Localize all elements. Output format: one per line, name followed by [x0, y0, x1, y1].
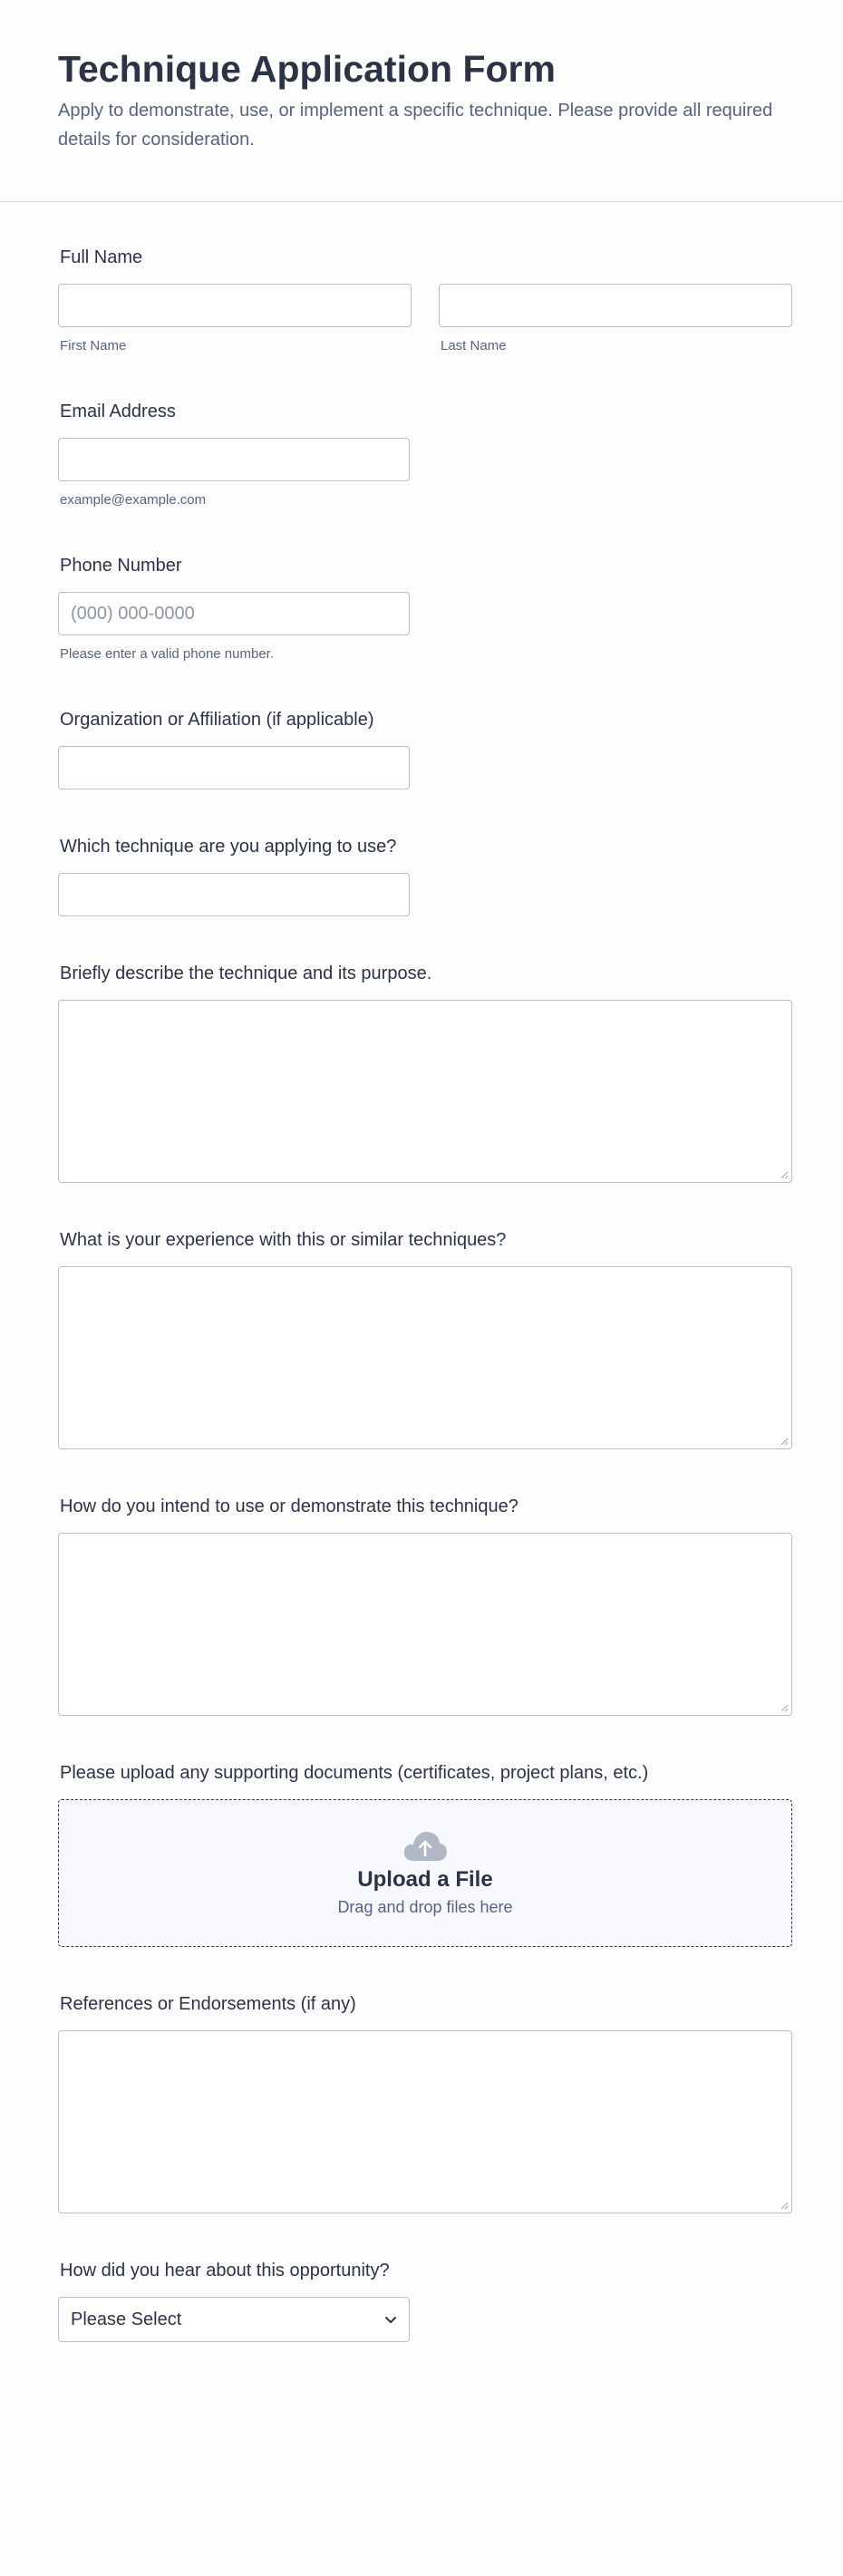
file-upload-dropzone[interactable]	[58, 1799, 792, 1947]
describe-question	[58, 962, 785, 1183]
resize-handle-icon[interactable]	[780, 1170, 789, 1179]
phone-sublabel: Please enter a valid phone number.	[60, 646, 274, 662]
full-name-question	[58, 246, 785, 354]
references-question	[58, 1992, 785, 2213]
hear-about-label: How did you hear about this opportunity?	[60, 2261, 390, 2281]
organization-label: Organization or Affiliation (if applicable)	[60, 710, 374, 730]
references-textarea[interactable]	[58, 2030, 792, 2213]
full-name-label: Full Name	[60, 247, 143, 267]
resize-handle-icon[interactable]	[780, 2201, 789, 2210]
technique-question	[58, 835, 785, 916]
organization-question	[58, 708, 785, 789]
first-name-sublabel: First Name	[60, 338, 127, 353]
resize-handle-icon[interactable]	[780, 1437, 789, 1446]
hear-about-select[interactable]	[58, 2297, 410, 2342]
experience-question	[58, 1228, 785, 1449]
chevron-down-icon	[383, 2312, 398, 2327]
upload-label: Please upload any supporting documents (certificates, project plans, etc.)	[60, 1763, 649, 1783]
intend-label: How do you intend to use or demonstrate this technique?	[60, 1496, 518, 1516]
describe-label: Briefly describe the technique and its purpose.	[60, 964, 432, 983]
form-title: Technique Application Form	[58, 48, 556, 90]
last-name-group	[439, 284, 792, 354]
first-name-input[interactable]	[58, 284, 412, 327]
describe-textarea[interactable]	[58, 1000, 792, 1183]
intend-textarea[interactable]	[58, 1533, 792, 1716]
hear-about-selected: Please Select	[71, 2309, 182, 2329]
phone-input[interactable]: (000) 000-0000	[58, 592, 410, 635]
phone-question	[58, 554, 785, 663]
intend-question	[58, 1495, 785, 1716]
hear-about-question	[58, 2259, 785, 2342]
references-label: References or Endorsements (if any)	[60, 1994, 356, 2014]
cloud-upload-icon	[402, 1830, 448, 1863]
experience-textarea[interactable]	[58, 1266, 792, 1449]
form-body	[0, 246, 843, 2342]
email-sublabel: example@example.com	[60, 492, 207, 508]
technique-input[interactable]	[58, 873, 410, 916]
email-label: Email Address	[60, 402, 176, 421]
form-header	[0, 0, 843, 202]
phone-label: Phone Number	[60, 556, 182, 576]
technique-label: Which technique are you applying to use?	[60, 837, 397, 857]
last-name-input[interactable]	[439, 284, 792, 327]
upload-title: Upload a File	[357, 1866, 493, 1892]
full-name-row	[58, 284, 785, 354]
upload-subtitle: Drag and drop files here	[337, 1897, 513, 1916]
upload-question	[58, 1761, 785, 1947]
last-name-sublabel: Last Name	[441, 338, 507, 353]
email-question	[58, 400, 785, 508]
email-input[interactable]	[58, 438, 410, 481]
experience-label: What is your experience with this or similar techniques?	[60, 1230, 507, 1250]
first-name-group	[58, 284, 412, 354]
form-description: Apply to demonstrate, use, or implement a specific technique. Please provide all required details for consideration.	[58, 101, 773, 150]
resize-handle-icon[interactable]	[780, 1703, 789, 1712]
organization-input[interactable]	[58, 746, 410, 789]
